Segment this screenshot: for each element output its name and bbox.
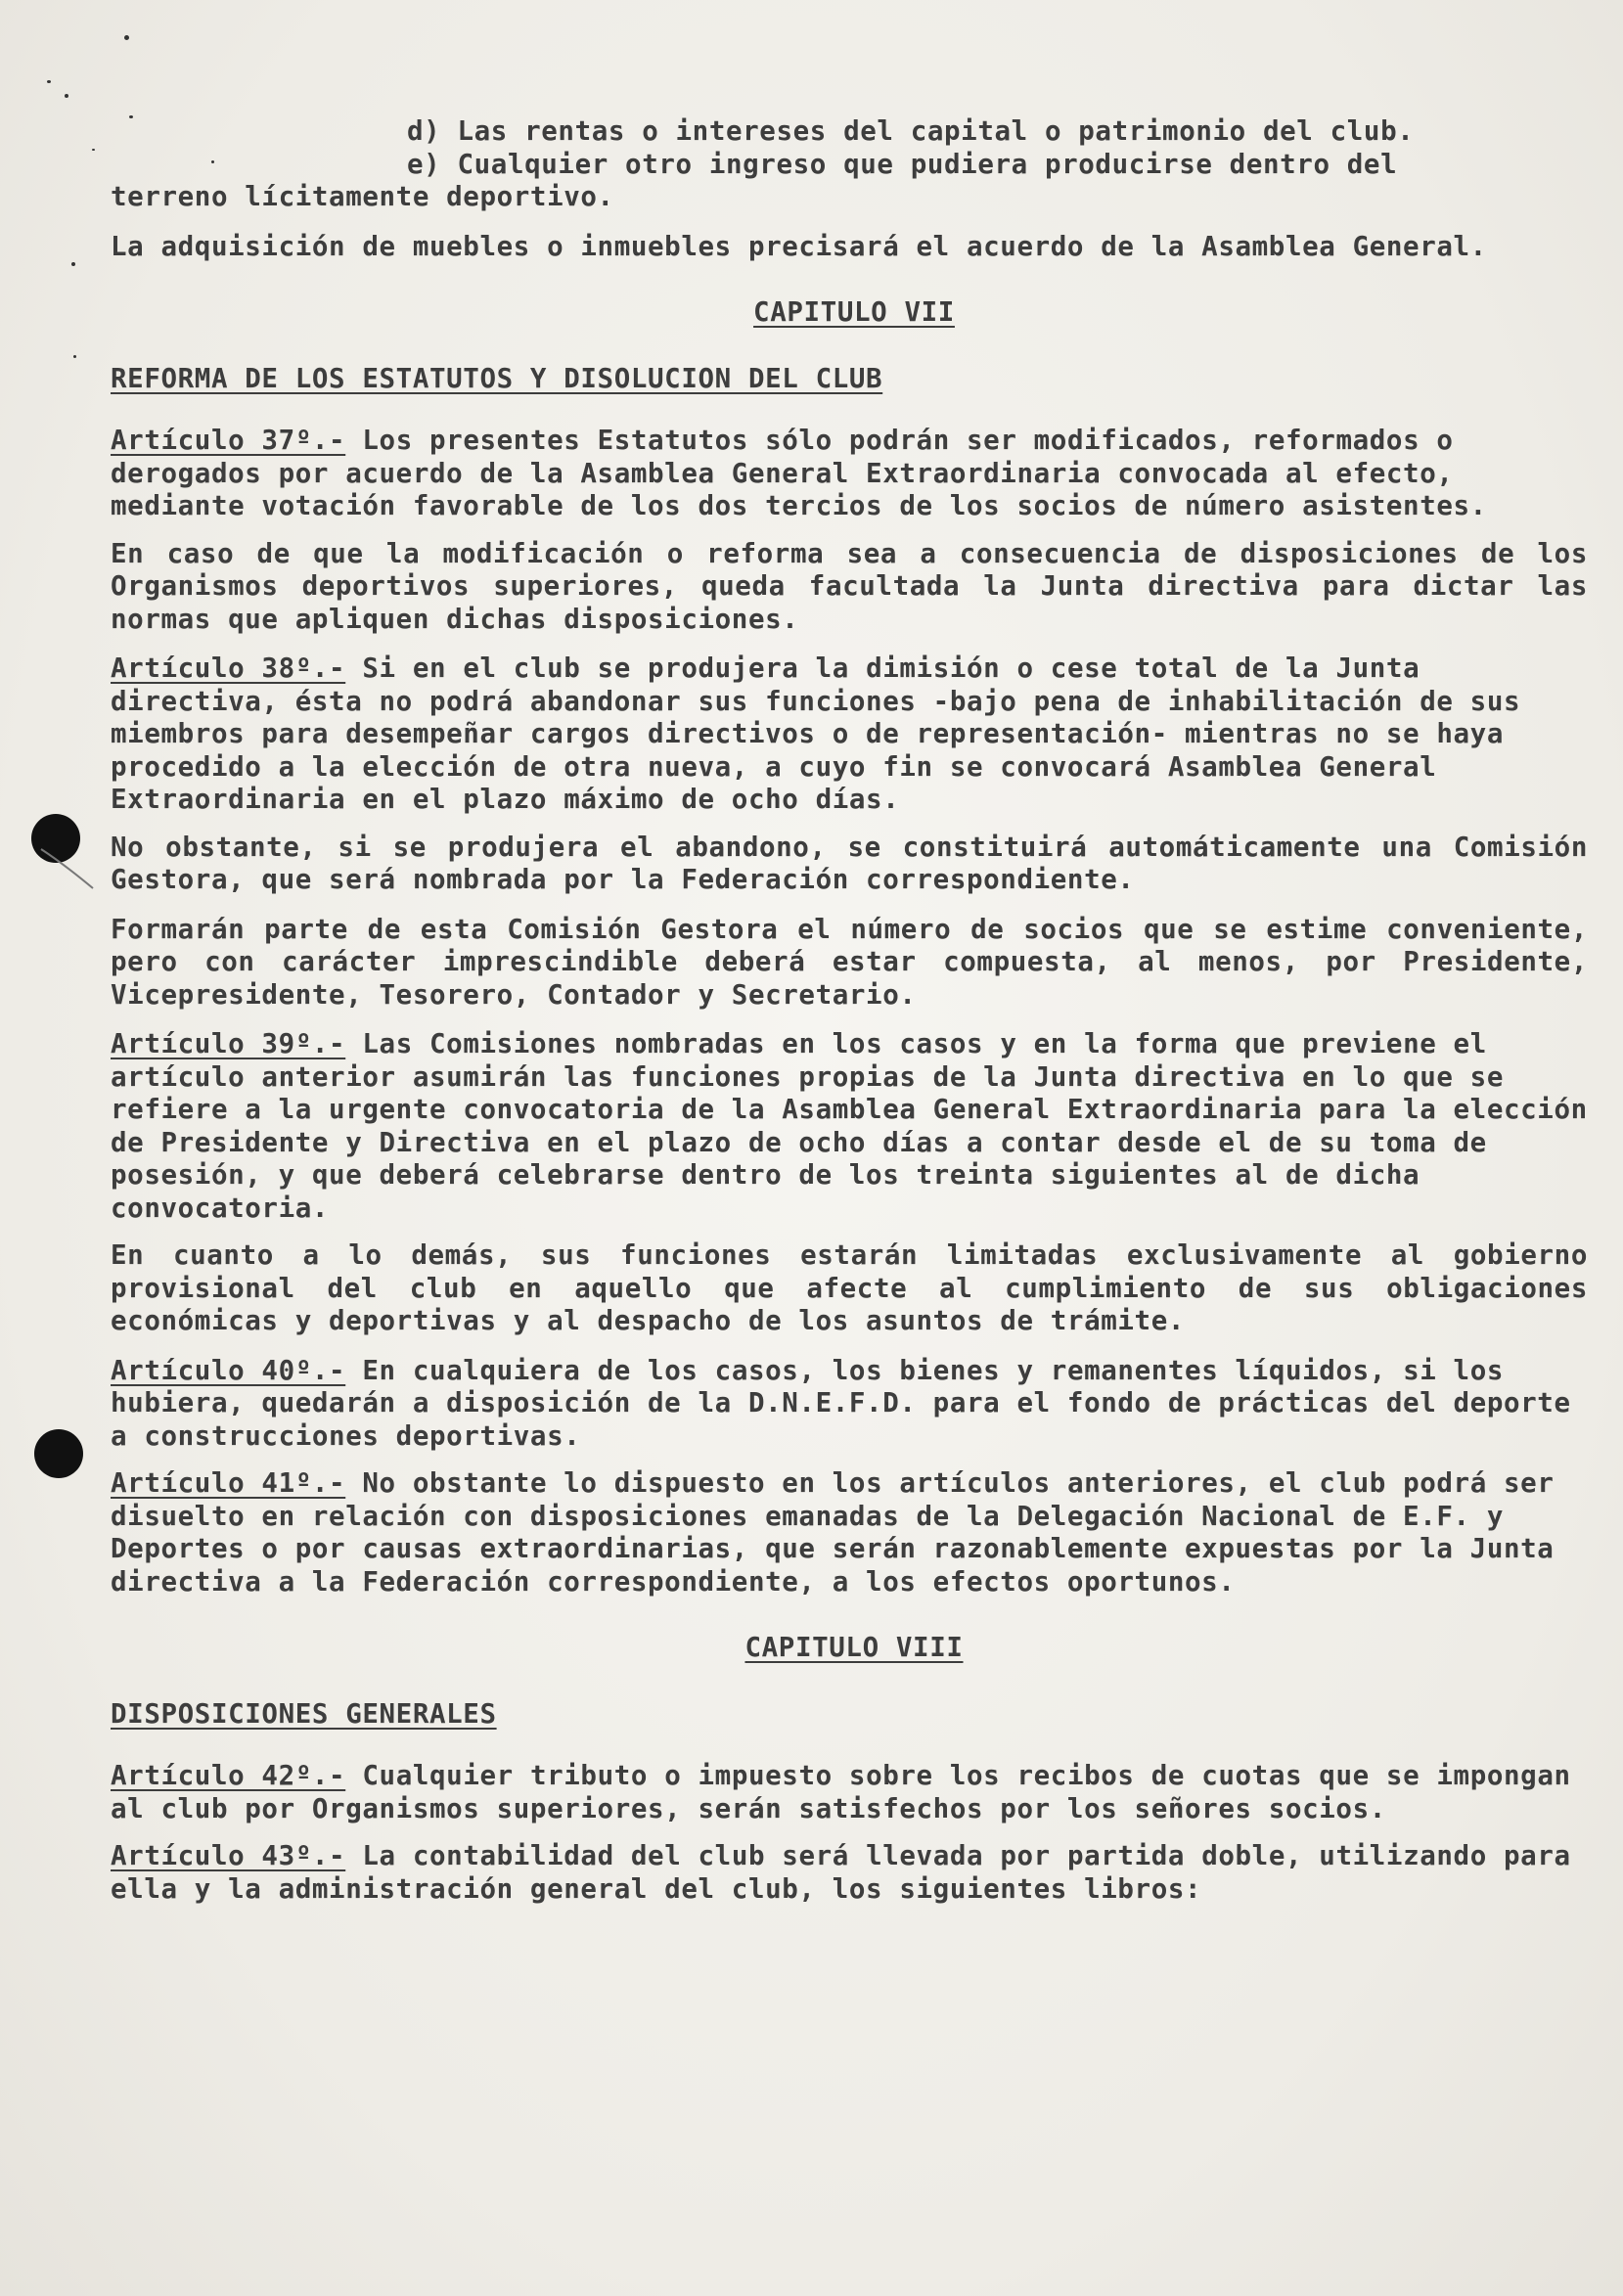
- speck: [65, 94, 68, 98]
- article-42-text: Cualquier tributo o impuesto sobre los recibos de cuotas que se impongan al club por Organismos superiores, serán satisfechos por los señores socios.: [111, 1760, 1571, 1824]
- article-37-text: Los presentes Estatutos sólo podrán ser modificados, reformados o derogados por acuerdo de la Asamblea General Extraordinaria convocada al efecto, mediante votación favorable de los dos tercios de los socios de número asistentes.: [111, 425, 1487, 521]
- article-42: [111, 1760, 1588, 1825]
- speck: [47, 80, 51, 83]
- punch-hole-lower: [34, 1429, 83, 1478]
- article-40-text: En cualquiera de los casos, los bienes y remanentes líquidos, si los hubiera, quedarán a disposición de la D.N.E.F.D. para el fondo de prácticas del deporte a construcciones deportivas.: [111, 1354, 1571, 1452]
- article-41-label: Artículo 41º.-: [111, 1467, 346, 1499]
- article-43: [111, 1840, 1588, 1906]
- article-41-text: No obstante lo dispuesto en los artículos anteriores, el club podrá ser disuelto en relación con disposiciones emanadas de la Delegación Nacional de E.F. y Deportes o por causas extraordinarias, que serán razonablemente expuestas por la Junta directiva a la Federación correspondiente, a los efectos oportunos.: [111, 1467, 1555, 1598]
- chapter-7-heading: CAPITULO VII: [753, 296, 955, 328]
- article-39-label: Artículo 39º.-: [111, 1028, 346, 1059]
- article-43-text: La contabilidad del club será llevada por partida doble, utilizando para ella y la administración general del club, los siguientes libros:: [111, 1840, 1571, 1905]
- chapter-7-subheading: REFORMA DE LOS ESTATUTOS Y DISOLUCION DEL CLUB: [111, 362, 883, 394]
- article-39-text: Las Comisiones nombradas en los casos y en la forma que previene el artículo anterior asumirán las funciones propias de la Junta directiva en lo que se refiere a la urgente convocatoria de la Asamblea General Extraordinaria para la elección de Presidente y Directiva en el plazo de ocho días a contar desde el de su toma de posesión, y que deberá celebrarse dentro de los treinta siguientes al de dicha convocatoria.: [111, 1028, 1588, 1224]
- intro-paragraph: La adquisición de muebles o inmuebles precisará el acuerdo de la Asamblea General.: [111, 230, 1487, 262]
- speck: [92, 149, 95, 151]
- article-38-para-2: No obstante, si se produjera el abandono, se constituirá automáticamente una Comisión Gestora, que será nombrada por la Federación correspondiente.: [111, 831, 1588, 895]
- chapter-8-subheading: DISPOSICIONES GENERALES: [111, 1697, 497, 1730]
- article-41: [111, 1467, 1588, 1598]
- list-item-e-continuation: terreno lícitamente deportivo.: [111, 181, 614, 212]
- article-37-label: Artículo 37º.-: [111, 425, 346, 456]
- article-40: [111, 1355, 1588, 1454]
- article-39: [111, 1028, 1588, 1225]
- speck: [71, 262, 75, 266]
- article-38-para-3: Formarán parte de esta Comisión Gestora el número de socios que se estime conveniente, pero con carácter imprescindible deberá estar compuesta, al menos, por Presidente, Vicepresidente, Tesorero, Contador y Secretario.: [111, 913, 1588, 1011]
- article-43-label: Artículo 43º.-: [111, 1840, 346, 1871]
- article-38-text: Si en el club se produjera la dimisión o cese total de la Junta directiva, ésta no podrá abandonar sus funciones -bajo pena de inhabilitación de sus miembros para desempeñar cargos directivos o de representación- mientras no se haya procedido a la elección de otra nueva, a cuyo fin se convocará Asamblea General Extraordinaria en el plazo máximo de ocho días.: [111, 653, 1521, 815]
- pencil-mark: [39, 839, 98, 898]
- article-37: [111, 425, 1588, 523]
- article-42-label: Artículo 42º.-: [111, 1760, 346, 1791]
- chapter-8-heading: CAPITULO VIII: [744, 1632, 964, 1663]
- article-40-label: Artículo 40º.-: [111, 1354, 346, 1386]
- document-body: [111, 115, 1588, 1920]
- speck: [73, 355, 76, 358]
- article-37-para-2: En caso de que la modificación o reforma sea a consecuencia de disposiciones de los Organismos deportivos superiores, queda facultada la Junta directiva para dictar las normas que apliquen dichas disposiciones.: [111, 537, 1588, 635]
- speck: [124, 35, 129, 40]
- list-item-e: e) Cualquier otro ingreso que pudiera producirse dentro del: [407, 148, 1398, 180]
- article-38-label: Artículo 38º.-: [111, 653, 346, 684]
- list-item-d: d) Las rentas o intereses del capital o patrimonio del club.: [407, 115, 1415, 147]
- article-38: [111, 653, 1588, 817]
- article-39-para-2: En cuanto a lo demás, sus funciones estarán limitadas exclusivamente al gobierno provisional del club en aquello que afecte al cumplimiento de sus obligaciones económicas y deportivas y al despacho de los asuntos de trámite.: [111, 1239, 1588, 1336]
